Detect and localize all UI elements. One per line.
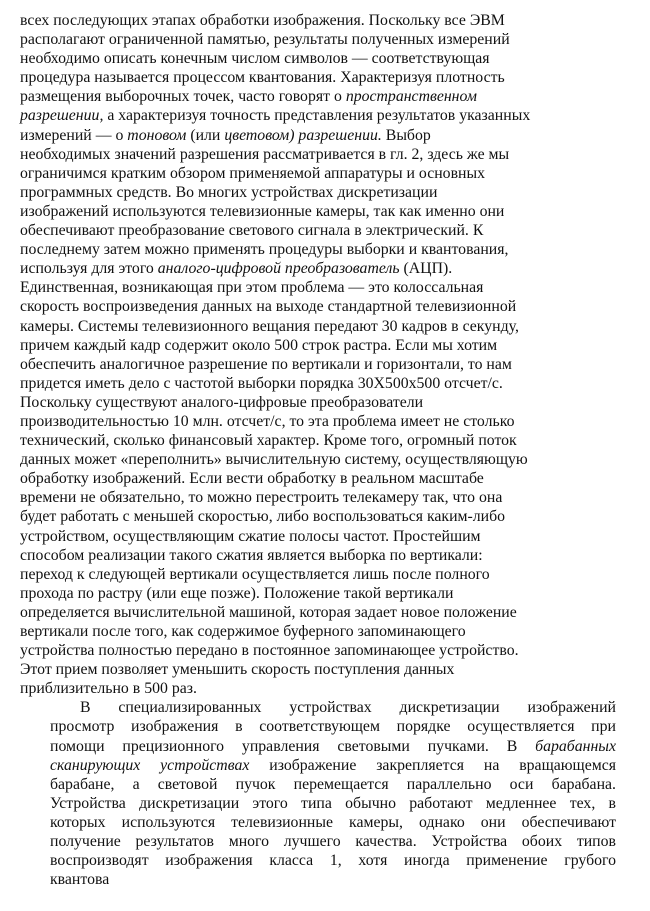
text-line xyxy=(20,145,616,164)
text-line xyxy=(20,374,616,393)
text-run: размещения выборочных точек, часто говорят о xyxy=(20,88,346,106)
text-line xyxy=(20,240,616,259)
text-line xyxy=(20,737,616,756)
text-line xyxy=(20,202,616,221)
text-run: данных может «переполнить» вычислительную систему, осуществляющую xyxy=(20,451,528,469)
text-line xyxy=(20,297,616,316)
text-run: приблизительно в 500 раз. xyxy=(20,680,197,698)
text-run: будет работать с меньшей скоростью, либо воспользоваться каким-либо xyxy=(20,508,506,526)
text-line xyxy=(20,30,616,49)
text-run: времени не обязательно, то можно перестроить телекамеру так, что она xyxy=(20,489,503,507)
body-text xyxy=(20,11,616,889)
italic-term: тоновом xyxy=(127,126,187,144)
text-line xyxy=(20,393,616,412)
text-line xyxy=(20,603,616,622)
text-run: просмотр изображения в соответствующем порядке осуществляется при xyxy=(50,718,616,736)
text-line xyxy=(20,450,616,469)
text-run: устройством, осуществляющим сжатие полосы частот. Простейшим xyxy=(20,527,481,545)
text-run: программных средств. Во многих устройствах дискретизации xyxy=(20,183,438,201)
text-line xyxy=(20,584,616,603)
text-line xyxy=(20,221,616,240)
text-run: последнему затем можно применять процедуры выборки и квантования, xyxy=(20,241,509,259)
text-run: необходимо описать конечным числом символов — соответствующая xyxy=(20,50,490,68)
text-run: прохода по растру (или еще позже). Положение такой вертикали xyxy=(20,584,454,602)
text-run: получение результатов много лучшего качества. Устройства обоих типов xyxy=(50,833,616,851)
text-run: (или xyxy=(186,126,225,144)
text-run: причем каждый кадр содержит около 500 строк растра. Если мы хотим xyxy=(20,336,498,354)
text-line xyxy=(20,832,616,851)
text-line xyxy=(20,813,616,832)
italic-term: барабанных xyxy=(535,737,616,755)
text-run: Единственная, возникающая при этом проблема — это колоссальная xyxy=(20,279,484,297)
text-line xyxy=(20,527,616,546)
text-line xyxy=(20,794,616,813)
text-line xyxy=(20,660,616,679)
text-line xyxy=(20,164,616,183)
text-run: скорость воспроизведения данных на выходе стандартной телевизионной xyxy=(20,298,517,316)
text-line xyxy=(20,259,616,278)
text-line xyxy=(20,126,616,145)
text-line xyxy=(20,68,616,87)
text-line xyxy=(20,106,616,125)
text-line xyxy=(20,469,616,488)
text-line xyxy=(20,756,616,775)
italic-term: разрешении, xyxy=(20,107,104,125)
italic-term: пространственном xyxy=(345,88,477,106)
text-line xyxy=(20,851,616,870)
text-run: барабане, а световой пучок перемещается параллельно оси барабана. xyxy=(50,775,616,793)
text-line xyxy=(20,679,616,698)
text-run: технический, сколько финансовый характер. Кроме того, огромный поток xyxy=(20,432,517,450)
text-run: способом реализации такого сжатия является выборка по вертикали: xyxy=(20,546,483,564)
text-run: используя для этого xyxy=(20,260,158,278)
text-run: а характеризуя точность представления результатов указанных xyxy=(103,107,531,125)
text-line xyxy=(20,698,616,717)
text-line xyxy=(20,488,616,507)
text-run: обеспечивают преобразование светового сигнала в электрический. К xyxy=(20,222,484,240)
text-run: вертикали после того, как содержимое буферного запоминающего xyxy=(20,623,466,640)
text-run: воспроизводят изображения класса 1, хотя иногда применение грубого xyxy=(50,852,616,870)
text-run: всех последующих этапах обработки изображения. Поскольку все ЭВМ xyxy=(20,12,505,29)
text-line xyxy=(20,11,616,30)
text-line xyxy=(20,183,616,202)
text-run: которых используются телевизионные камеры, однако они обеспечивают xyxy=(50,813,616,831)
text-run: производительностью 10 млн. отсчет/с, то эта проблема имеет не столько xyxy=(20,412,515,430)
text-line xyxy=(20,336,616,355)
text-line xyxy=(20,87,616,106)
text-run: Выбор xyxy=(381,126,431,144)
text-run: камеры. Системы телевизионного вещания передают 30 кадров в секунду, xyxy=(20,317,519,335)
text-line xyxy=(20,431,616,450)
text-run: располагают ограниченной памятью, результаты полученных измерений xyxy=(20,31,510,49)
text-line xyxy=(20,355,616,374)
text-line xyxy=(20,870,616,889)
text-run: обеспечить аналогичное разрешение по вертикали и горизонтали, то нам xyxy=(20,355,512,373)
text-run: Этот прием позволяет уменьшить скорость поступления данных xyxy=(20,661,455,679)
italic-term: сканирующих устройствах xyxy=(50,756,250,774)
paragraph-sampling-quantization xyxy=(20,11,616,698)
text-run: обработку изображений. Если вести обработку в реальном масштабе xyxy=(20,470,484,488)
text-run: измерений — о xyxy=(20,126,128,144)
text-run: придется иметь дело с частотой выборки порядка 30X500x500 отсчет/с. xyxy=(20,374,503,392)
text-run: необходимых значений разрешения рассматривается в гл. 2, здесь же мы xyxy=(20,145,510,163)
text-run: определяется вычислительной машиной, которая задает новое положение xyxy=(20,603,517,621)
text-run: квантова xyxy=(50,871,110,889)
text-run: переход к следующей вертикали осуществляется лишь после полного xyxy=(20,565,490,583)
text-run: В специализированных устройствах дискретизации изображений xyxy=(80,699,616,717)
text-line xyxy=(20,641,616,660)
italic-term: аналого-цифровой преобразователь xyxy=(157,260,400,278)
text-run: (АЦП). xyxy=(399,260,453,278)
text-run: ограничимся кратким обзором применяемой аппаратуры и основных xyxy=(20,164,485,182)
text-run: изображение закрепляется на вращающемся xyxy=(249,756,616,774)
text-line xyxy=(20,622,616,641)
text-run: устройства полностью передано в постоянное запоминающее устройство. xyxy=(20,642,519,660)
text-run: изображений используются телевизионные камеры, так как именно они xyxy=(20,202,505,220)
text-line xyxy=(20,565,616,584)
italic-term: цветовом) разрешении. xyxy=(224,126,382,144)
text-line xyxy=(20,775,616,794)
text-line xyxy=(20,717,616,736)
text-line xyxy=(20,412,616,431)
text-line xyxy=(20,278,616,297)
text-run: Поскольку существуют аналого-цифровые преобразователи xyxy=(20,393,424,411)
text-line xyxy=(20,49,616,68)
text-run: процедура называется процессом квантования. Характеризуя плотность xyxy=(20,69,505,87)
text-run: Устройства дискретизации этого типа обычно работают медленнее тех, в xyxy=(50,794,616,812)
text-run: помощи прецизионного управления световыми пучками. В xyxy=(50,737,536,755)
text-line xyxy=(20,507,616,526)
text-line xyxy=(20,317,616,336)
paragraph-drum-scanners xyxy=(20,698,616,889)
text-line xyxy=(20,546,616,565)
